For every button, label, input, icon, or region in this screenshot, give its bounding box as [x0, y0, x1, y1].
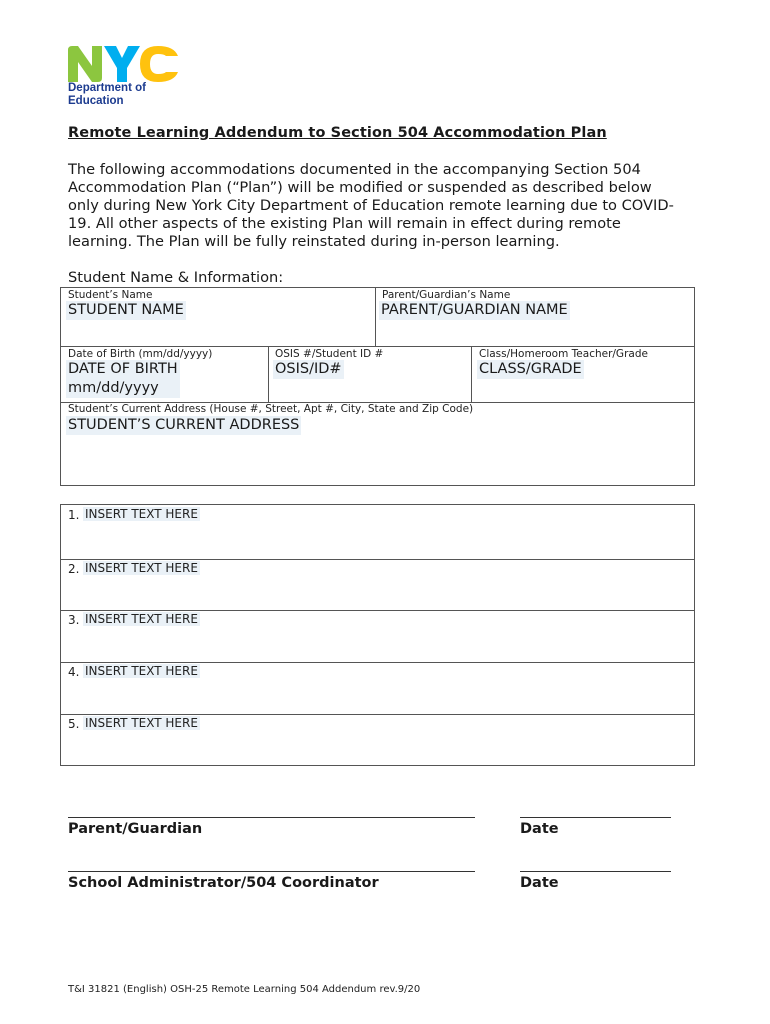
- intro-line: learning. The Plan will be fully reinstated during in-person learning.: [68, 233, 560, 250]
- accommodation-number: 5.: [68, 717, 80, 731]
- class-label: Class/Homeroom Teacher/Grade: [479, 348, 648, 360]
- logo-dept-line1: Department of: [68, 82, 146, 94]
- intro-line: 19. All other aspects of the existing Plan will remain in effect during remote: [68, 215, 621, 232]
- parent-signature-line[interactable]: [68, 817, 475, 818]
- table-divider: [61, 346, 694, 347]
- accommodation-number: 4.: [68, 665, 80, 679]
- table-divider: [375, 288, 376, 346]
- osis-field[interactable]: OSIS/ID#: [275, 361, 342, 377]
- dob-field[interactable]: [66, 360, 180, 398]
- address-field[interactable]: STUDENT’S CURRENT ADDRESS: [68, 417, 300, 433]
- accommodation-text-field[interactable]: INSERT TEXT HERE: [85, 664, 198, 678]
- table-divider: [471, 346, 472, 402]
- accommodation-text-field[interactable]: INSERT TEXT HERE: [85, 716, 198, 730]
- accommodation-number: 2.: [68, 562, 80, 576]
- nyc-wordmark-icon: [66, 44, 182, 84]
- guardian-name-label: Parent/Guardian’s Name: [382, 289, 511, 301]
- accommodation-text-field[interactable]: INSERT TEXT HERE: [85, 561, 198, 575]
- student-info-heading: Student Name & Information:: [68, 269, 284, 286]
- dob-field-line1: DATE OF BIRTH: [68, 361, 178, 377]
- accommodation-text-field[interactable]: INSERT TEXT HERE: [85, 507, 198, 521]
- table-divider: [61, 610, 694, 611]
- student-name-label: Student’s Name: [68, 289, 153, 301]
- address-label: Student’s Current Address (House #, Street, Apt #, City, State and Zip Code): [68, 403, 474, 415]
- table-divider: [61, 714, 694, 715]
- admin-signature-line[interactable]: [68, 871, 475, 872]
- parent-date-line[interactable]: [520, 817, 671, 818]
- admin-date-line[interactable]: [520, 871, 671, 872]
- intro-paragraph: [68, 161, 708, 251]
- table-divider: [61, 662, 694, 663]
- student-info-table: [60, 287, 695, 486]
- osis-label: OSIS #/Student ID #: [275, 348, 384, 360]
- admin-signature-label: School Administrator/504 Coordinator: [68, 875, 379, 891]
- accommodation-number: 1.: [68, 508, 80, 522]
- accommodation-text-field[interactable]: INSERT TEXT HERE: [85, 612, 198, 626]
- admin-date-label: Date: [520, 875, 559, 891]
- parent-signature-label: Parent/Guardian: [68, 821, 203, 837]
- nyc-doe-logo: [66, 44, 186, 110]
- logo-dept-line2: Education: [68, 94, 124, 107]
- document-title: Remote Learning Addendum to Section 504 Accommodation Plan: [68, 125, 607, 141]
- class-field[interactable]: CLASS/GRADE: [479, 361, 582, 377]
- intro-line: The following accommodations documented in the accompanying Section 504: [68, 161, 641, 178]
- table-divider: [268, 346, 269, 402]
- logo-department-text: [68, 82, 146, 107]
- dob-label: Date of Birth (mm/dd/yyyy): [68, 348, 213, 360]
- student-name-field[interactable]: STUDENT NAME: [68, 302, 184, 318]
- intro-line: only during New York City Department of Education remote learning due to COVID-: [68, 197, 674, 214]
- intro-line: Accommodation Plan (“Plan”) will be modified or suspended as described below: [68, 179, 652, 196]
- footer-text: T&I 31821 (English) OSH-25 Remote Learning 504 Addendum rev.9/20: [68, 984, 421, 995]
- guardian-name-field[interactable]: PARENT/GUARDIAN NAME: [381, 302, 568, 318]
- accommodation-number: 3.: [68, 613, 80, 627]
- table-divider: [61, 559, 694, 560]
- accommodations-table: [60, 504, 695, 766]
- dob-field-line2: mm/dd/yyyy: [68, 380, 159, 396]
- parent-date-label: Date: [520, 821, 559, 837]
